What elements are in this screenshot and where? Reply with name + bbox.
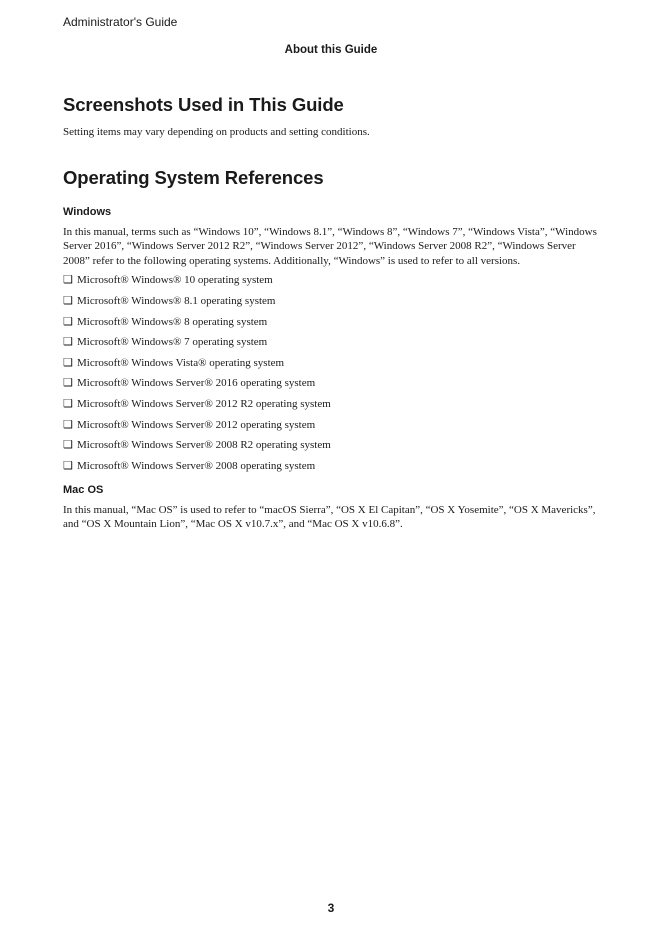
mac-os-text: In this manual, “Mac OS” is used to refer to “macOS Sierra”, “OS X El Capitan”, “OS X Yosemite”, “OS X Mavericks”, and “OS X Mountain Lion”, “Mac OS X v10.7.x”, and “Mac OS X v10.6.8”. [63, 503, 596, 531]
checkbox-bullet-icon: ❑ [63, 336, 73, 349]
list-item-text: Microsoft® Windows Server® 2012 R2 operating system [77, 397, 331, 410]
checkbox-bullet-icon: ❑ [63, 294, 73, 307]
list-item-text: Microsoft® Windows Server® 2008 operating system [77, 459, 316, 472]
list-item [63, 273, 603, 287]
section-title-os-references: Operating System References [63, 166, 324, 188]
list-item [63, 294, 603, 308]
list-item [63, 315, 603, 329]
list-item [63, 397, 603, 411]
running-header: Administrator's Guide [63, 15, 178, 29]
list-item [63, 376, 603, 390]
checkbox-bullet-icon: ❑ [63, 377, 73, 390]
list-item-text: Microsoft® Windows Vista® operating system [77, 356, 285, 369]
chapter-title: About this Guide [284, 44, 378, 56]
checkbox-bullet-icon: ❑ [63, 274, 73, 287]
list-item [63, 459, 603, 473]
page-number: 3 [327, 901, 335, 915]
list-item-text: Microsoft® Windows® 10 operating system [77, 274, 273, 287]
list-item-text: Microsoft® Windows® 8.1 operating system [77, 294, 276, 307]
section-title-screenshots: Screenshots Used in This Guide [63, 94, 344, 115]
list-item [63, 438, 603, 452]
list-item [63, 335, 603, 349]
list-item-text: Microsoft® Windows Server® 2008 R2 operating system [77, 439, 331, 452]
list-item-text: Microsoft® Windows Server® 2012 operating system [77, 418, 316, 431]
checkbox-bullet-icon: ❑ [63, 397, 73, 410]
checkbox-bullet-icon: ❑ [63, 418, 73, 431]
page-content [63, 94, 603, 532]
list-item-text: Microsoft® Windows Server® 2016 operating system [77, 377, 316, 390]
list-item-text: Microsoft® Windows® 8 operating system [77, 315, 268, 328]
checkbox-bullet-icon: ❑ [63, 439, 73, 452]
checkbox-bullet-icon: ❑ [63, 356, 73, 369]
checkbox-bullet-icon: ❑ [63, 459, 73, 472]
list-item [63, 356, 603, 370]
subsection-title-mac-os: Mac OS [63, 483, 104, 496]
windows-os-list [63, 273, 603, 472]
list-item-text: Microsoft® Windows® 7 operating system [77, 336, 268, 349]
section-text-screenshots: Setting items may vary depending on products and setting conditions. [63, 126, 370, 138]
list-item [63, 418, 603, 432]
subsection-title-windows: Windows [63, 205, 112, 218]
windows-intro-text: In this manual, terms such as “Windows 10”, “Windows 8.1”, “Windows 8”, “Windows 7”, “Windows Vista”, “Windows Server 2016”, “Windows Server 2012 R2”, “Windows Server 2012”, “Windows Server 2008 R2”, “Windows Server 2008” refer to the following operating systems. Additionally, “Windows” is used to refer to all versions. [63, 225, 597, 267]
checkbox-bullet-icon: ❑ [63, 315, 73, 328]
